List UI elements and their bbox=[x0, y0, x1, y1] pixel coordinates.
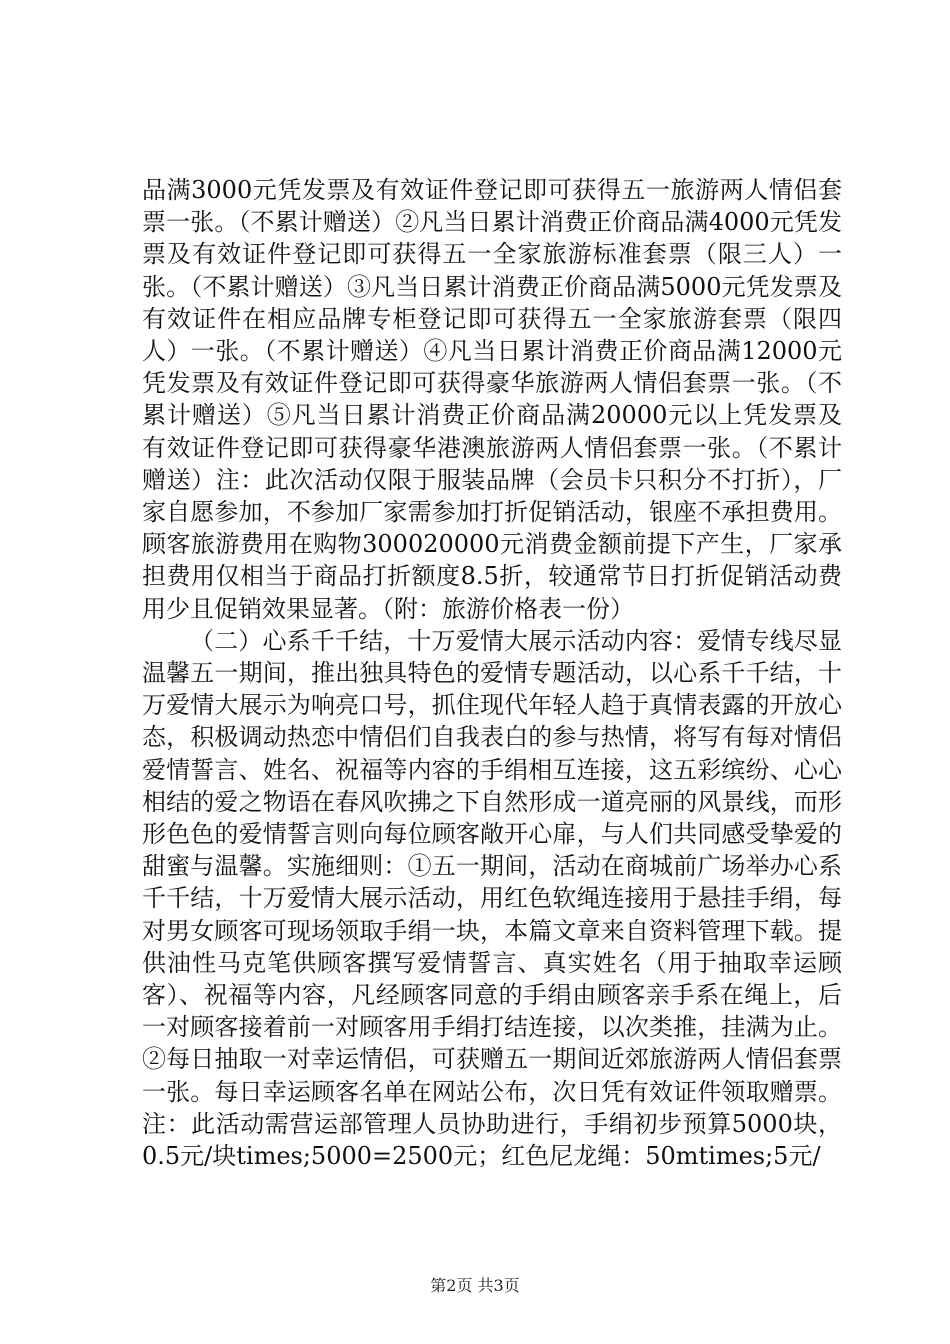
paragraph-gift-tiers: 品满3000元凭发票及有效证件登记即可获得五一旅游两人情侣套票一张。（不累计赠送）②凡当日累计消费正价商品满4000元凭发票及有效证件登记即可获得五一全家旅游标准套票（限三人）一张。（不累计赠送）③凡当日累计消费正价商品满5000元凭发票及有效证件在相应品牌专柜登记即可获得五一全家旅游套票（限四人）一张。（不累计赠送）④凡当日累计消费正价商品满12000元凭发票及有效证件登记即可获得豪华旅游两人情侣套票一张。（不累计赠送）⑤凡当日累计消费正价商品满20000元以上凭发票及有效证件登记即可获得豪华港澳旅游两人情侣套票一张。（不累计赠送）注：此次活动仅限于服装品牌（会员卡只积分不打折），厂家自愿参加，不参加厂家需参加打折促销活动，银座不承担费用。顾客旅游费用在购物300020000元消费金额前提下产生，厂家承担费用仅相当于商品打折额度8.5折，较通常节日打折促销活动费用少且促销效果显著。（附：旅游价格表一份） bbox=[142, 176, 842, 623]
paragraph-love-activity: （二）心系千千结，十万爱情大展示活动内容：爱情专线尽显温馨五一期间，推出独具特色的爱情专题活动，以心系千千结，十万爱情大展示为响亮口号，抓住现代年轻人趋于真情表露的开放心态，积极调动热恋中情侣们自我表白的参与热情，将写有每对情侣爱情誓言、姓名、祝福等内容的手绢相互连接，这五彩缤纷、心心相结的爱之物语在春风吹拂之下自然形成一道亮丽的风景线，而形形色色的爱情誓言则向每位顾客敞开心扉，与人们共同感受挚爱的甜蜜与温馨。实施细则：①五一期间，活动在商城前广场举办心系千千结，十万爱情大展示活动，用红色软绳连接用于悬挂手绢，每对男女顾客可现场领取手绢一块，本篇文章来自资料管理下载。提供油性马克笔供顾客撰写爱情誓言、真实姓名（用于抽取幸运顾客）、祝福等内容，凡经顾客同意的手绢由顾客亲手系在绳上，后一对顾客接着前一对顾客用手绢打结连接，以次类推，挂满为止。②每日抽取一对幸运情侣，可获赠五一期间近郊旅游两人情侣套票一张。每日幸运顾客名单在网站公布，次日凭有效证件领取赠票。注：此活动需营运部管理人员协助进行，手绢初步预算5000块，0.5元/块times;5000=2500元；红色尼龙绳：50mtimes;5元/ bbox=[142, 626, 842, 1171]
page-number-footer: 第2页 共3页 bbox=[430, 1276, 520, 1295]
document-body bbox=[142, 174, 842, 1172]
